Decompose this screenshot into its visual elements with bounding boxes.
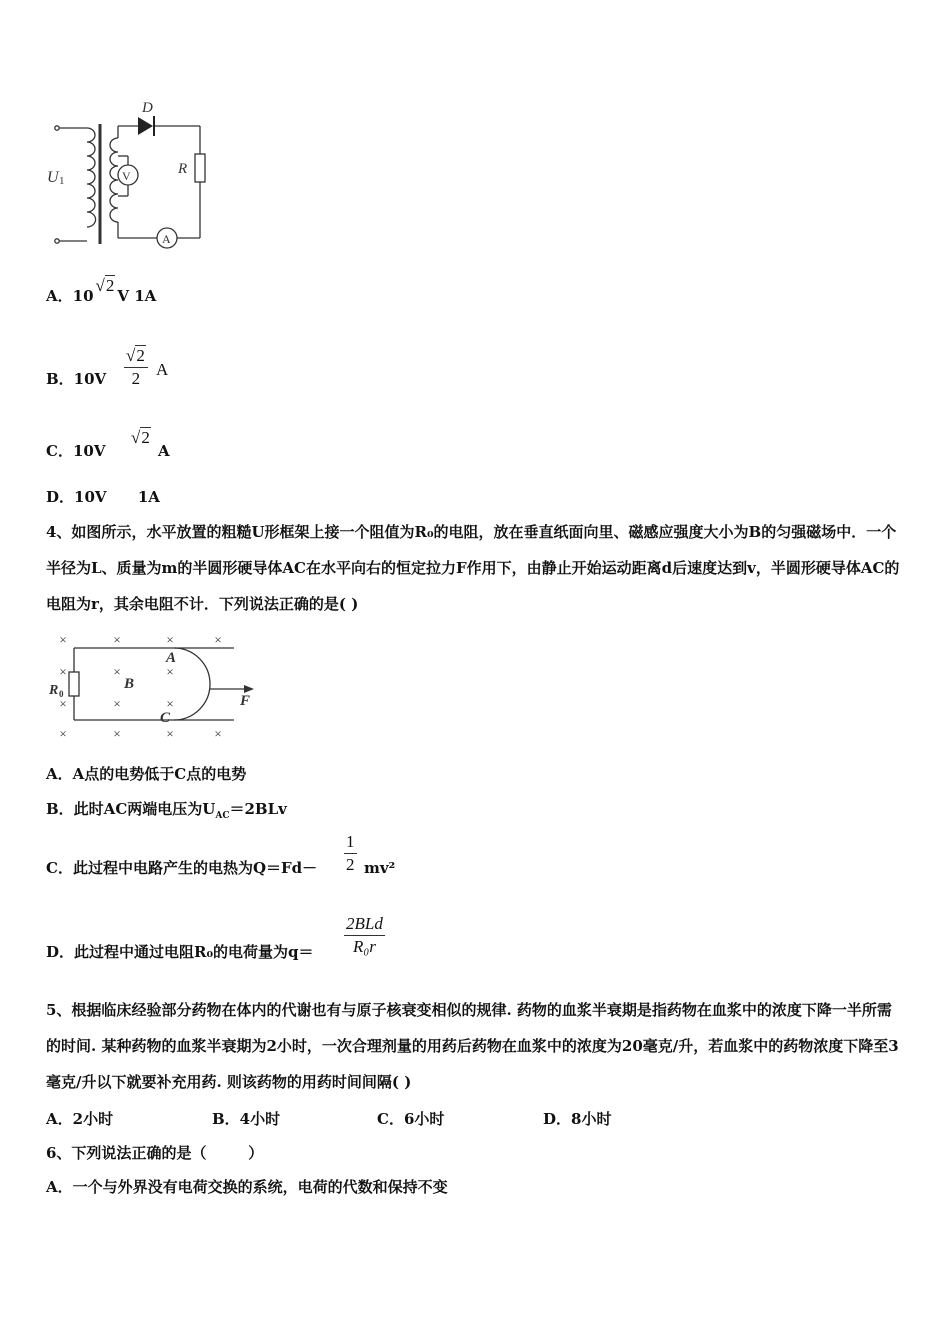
svg-text:×: ×: [59, 696, 67, 711]
q4-option-c-tail: mv²: [364, 859, 396, 877]
q4-option-c: C．此过程中电路产生的电热为Q＝Fd－: [46, 859, 318, 877]
svg-text:×: ×: [59, 726, 67, 741]
q3-option-c-sqrt: √2: [131, 428, 150, 447]
u1-subscript: 1: [59, 175, 65, 187]
q5-stem: 5、根据临床经验部分药物在体内的代谢也有与原子核衰变相似的规律. 药物的血浆半衰期是指药物在血浆中的浓度下降一半所需的时间. 某种药物的血浆半衰期为2小时，一次合理剂量的用药后药物在血浆中的浓度为20毫克/升，若血浆中的药物浓度下降至3毫克/升以下就要补充用药. 则该药物的用药时间间隔( ): [46, 1001, 899, 1091]
q4-option-b: B．此时AC两端电压为$U_{AC}=2BLv$: [46, 800, 287, 821]
q6-option-a: A．一个与外界没有电荷交换的系统，电荷的代数和保持不变: [46, 1178, 448, 1196]
svg-text:×: ×: [214, 632, 222, 647]
q3-option-b-unit: A: [156, 360, 169, 379]
resistor-label: R: [178, 161, 188, 177]
q6-stem: 6、下列说法正确的是（ ）: [46, 1144, 264, 1162]
svg-text:×: ×: [166, 696, 174, 711]
voltmeter-label: V: [122, 169, 131, 183]
svg-text:×: ×: [166, 632, 174, 647]
q3-option-d: D．10V 1A: [46, 488, 160, 506]
r0-subscript: 0: [59, 689, 64, 699]
circuit-figure: [40, 98, 220, 258]
diode-label: D: [142, 100, 153, 116]
q3-option-a: A．10√2V 1A: [46, 276, 157, 305]
svg-text:×: ×: [113, 632, 121, 647]
q3-option-b-fraction: $\frac{√2}{2}$: [124, 346, 148, 389]
q4-option-a: A．A点的电势低于C点的电势: [46, 765, 247, 783]
q5-option-a: A．2小时: [46, 1110, 114, 1128]
svg-text:×: ×: [214, 726, 222, 741]
a-label: A: [166, 650, 177, 666]
svg-text:×: ×: [59, 632, 67, 647]
q5-option-d: D．8小时: [543, 1110, 612, 1128]
svg-text:×: ×: [166, 664, 174, 679]
svg-text:×: ×: [113, 726, 121, 741]
ammeter-label: A: [162, 232, 171, 246]
q3-option-c: C．10V: [46, 442, 106, 460]
f-label: F: [240, 693, 251, 709]
q4-option-d-fraction: 2BLd R₀r: [346, 914, 383, 956]
r0-label: R: [49, 683, 59, 698]
q5-option-b: B．4小时: [212, 1110, 281, 1128]
c-label: C: [160, 710, 171, 726]
svg-text:×: ×: [59, 664, 67, 679]
b-label: B: [124, 676, 135, 692]
u1-label: U: [47, 169, 59, 186]
svg-text:×: ×: [113, 696, 121, 711]
q3-option-c-unit: A: [158, 442, 170, 460]
q3-option-b: B．10V: [46, 370, 107, 388]
svg-text:×: ×: [113, 664, 121, 679]
q4-option-c-fraction: $\frac{1}{2}$: [346, 832, 355, 874]
q4-stem: 4、如图所示，水平放置的粗糙U形框架上接一个阻值为R₀的电阻，放在垂直纸面向里、磁感应强度大小为B的匀强磁场中．一个半径为L、质量为m的半圆形硬导体AC在水平向右的恒定拉力F作用下，由静止开始运动距离d后速度达到v，半圆形硬导体AC的电阻为r，其余电阻不计．下列说法正确的是( ): [46, 523, 900, 613]
svg-text:×: ×: [166, 726, 174, 741]
q4-option-d: D．此过程中通过电阻R₀的电荷量为q＝: [46, 943, 314, 961]
q5-option-c: C．6小时: [377, 1110, 445, 1128]
u-frame-figure: [44, 630, 264, 745]
